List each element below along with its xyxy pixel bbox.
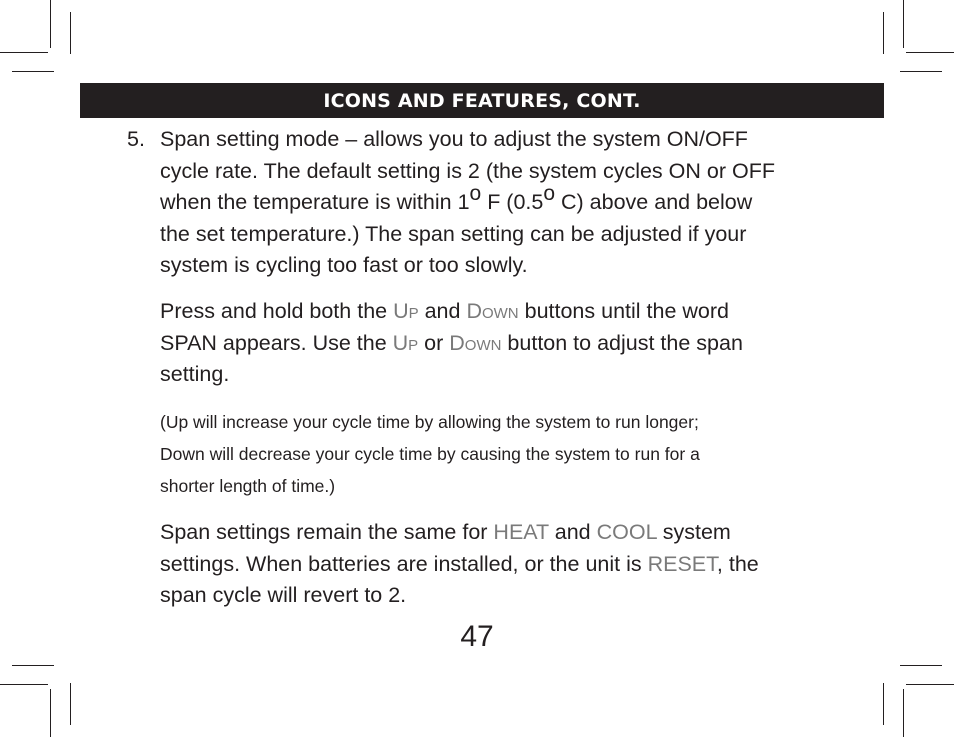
crop-mark	[883, 683, 884, 725]
crop-mark	[70, 683, 71, 725]
paragraph-press-hold	[160, 296, 860, 391]
cool-mode-label: COOL	[596, 520, 657, 544]
text-run: F (0.5	[481, 190, 544, 214]
text-line: setting.	[160, 362, 230, 386]
text-run: Press and hold both the	[160, 299, 394, 323]
text-run: C) above and below	[555, 190, 753, 214]
crop-mark	[70, 12, 71, 54]
text-line: (Up will increase your cycle time by allowing the system to run longer;	[160, 412, 699, 432]
crop-mark	[12, 71, 54, 72]
up-button-label: Up	[393, 299, 419, 323]
crop-mark	[883, 12, 884, 54]
text-run: button to adjust the span	[501, 330, 743, 355]
crop-mark	[0, 684, 48, 685]
text-line	[160, 182, 860, 219]
text-line	[160, 549, 860, 581]
text-line	[160, 517, 860, 549]
crop-mark	[903, 0, 904, 48]
crop-mark	[0, 52, 48, 53]
text-line: Span setting mode – allows you to adjust the system ON/OFF	[160, 127, 748, 151]
text-line	[160, 296, 860, 328]
degree-symbol: o	[543, 182, 556, 205]
text-run: SPAN appears. Use the	[160, 330, 393, 355]
up-button-label: Up	[392, 330, 419, 355]
crop-mark	[906, 52, 954, 53]
heat-mode-label: HEAT	[493, 520, 549, 544]
degree-symbol: o	[469, 182, 482, 205]
text-line: cycle rate. The default setting is 2 (the system cycles ON or OFF	[160, 158, 775, 183]
text-line	[160, 328, 860, 360]
section-header	[80, 83, 884, 118]
text-run: or	[418, 330, 450, 355]
down-button-label: Down	[466, 299, 519, 323]
text-run: and	[548, 520, 597, 544]
crop-mark	[50, 689, 51, 737]
crop-mark	[50, 0, 51, 48]
list-item-number: 5.	[127, 127, 145, 151]
text-run: settings. When batteries are installed, or the unit is	[160, 551, 648, 576]
text-run: , the	[716, 551, 759, 576]
paragraph-note	[160, 406, 860, 502]
crop-mark	[12, 665, 54, 666]
crop-mark	[900, 665, 942, 666]
text-line: Down will decrease your cycle time by causing the system to run for a	[160, 444, 700, 464]
crop-mark	[900, 71, 942, 72]
page-number: 47	[460, 620, 494, 653]
text-run: system	[656, 520, 731, 544]
text-run: buttons until the word	[518, 299, 729, 323]
text-line: system is cycling too fast or too slowly.	[160, 253, 528, 277]
text-run: when the temperature is within 1	[160, 190, 470, 214]
paragraph-span-settings	[160, 517, 860, 612]
text-line: span cycle will revert to 2.	[160, 583, 407, 607]
reset-label: RESET	[647, 551, 717, 576]
down-button-label: Down	[449, 330, 502, 355]
text-line: shorter length of time.)	[160, 476, 336, 496]
crop-mark	[903, 689, 904, 737]
text-run: and	[418, 299, 467, 323]
section-title: ICONS AND FEATURES, CONT.	[323, 89, 641, 112]
crop-mark	[906, 684, 954, 685]
text-line: the set temperature.) The span setting can be adjusted if your	[160, 221, 747, 246]
paragraph-span-mode	[160, 124, 860, 282]
text-run: Span settings remain the same for	[160, 520, 494, 544]
